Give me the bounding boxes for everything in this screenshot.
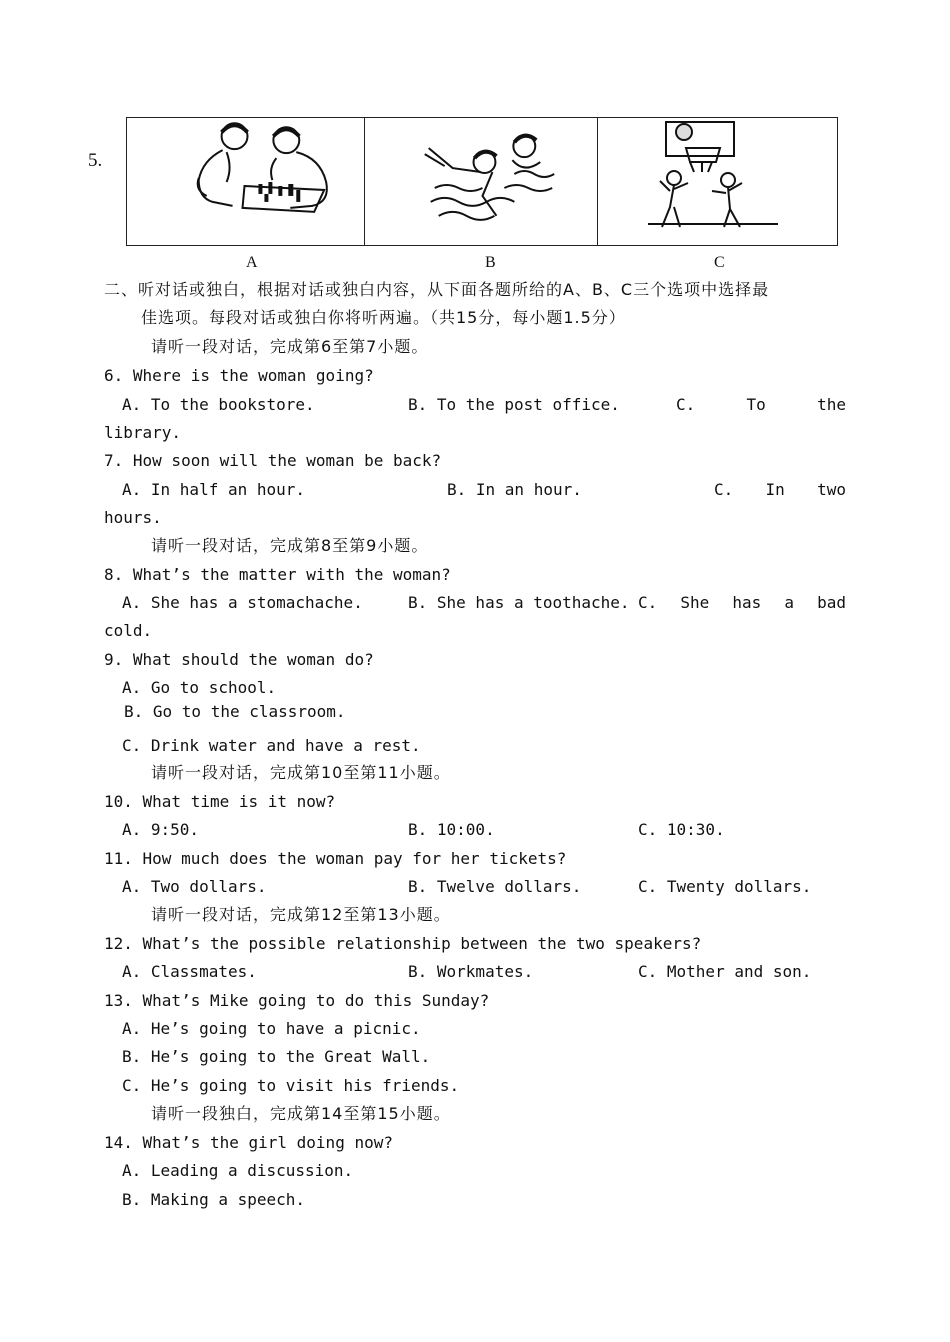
question-7-option-c-continued: hours. <box>104 508 162 527</box>
question-13-stem: 13. What’s Mike going to do this Sunday? <box>104 991 490 1010</box>
word: the <box>817 395 846 414</box>
question-10-option-b: B. 10:00. <box>408 820 495 839</box>
word: C. <box>638 593 658 612</box>
word: two <box>817 480 846 499</box>
word: C. <box>676 395 696 414</box>
question-10-option-c: C. 10:30. <box>638 820 725 839</box>
question-9-stem: 9. What should the woman do? <box>104 650 374 669</box>
question-14-option-a: A. Leading a discussion. <box>122 1161 354 1180</box>
question-12-option-c: C. Mother and son. <box>638 962 812 981</box>
swimmers-icon <box>365 118 597 245</box>
picture-a-chess <box>127 118 365 245</box>
question-12-option-a: A. Classmates. <box>122 962 257 981</box>
word: She <box>680 593 710 612</box>
question-11-option-a: A. Two dollars. <box>122 877 267 896</box>
prompt-8-9: 请听一段对话，完成第8至第9小题。 <box>151 536 429 555</box>
question-8-option-b: B. She has a toothache. <box>408 593 630 612</box>
word: a <box>784 593 794 612</box>
question-10-stem: 10. What time is it now? <box>104 792 336 811</box>
question-11-option-c: C. Twenty dollars. <box>638 877 812 896</box>
question-14-stem: 14. What’s the girl doing now? <box>104 1133 393 1152</box>
question-9-option-a: A. Go to school. <box>122 678 277 697</box>
question-11-stem: 11. How much does the woman pay for her tickets? <box>104 849 567 868</box>
word: In <box>765 480 785 499</box>
word: C. <box>714 480 734 499</box>
prompt-14-15: 请听一段独白，完成第14至第15小题。 <box>151 1104 451 1123</box>
prompt-6-7: 请听一段对话，完成第6至第7小题。 <box>151 337 429 356</box>
section-2-heading-line1: 二、听对话或独白，根据对话或独白内容，从下面各题所给的A、B、C三个选项中选择最 <box>104 280 770 299</box>
word: To <box>746 395 766 414</box>
question-12-stem: 12. What’s the possible relationship between the two speakers? <box>104 934 702 953</box>
option-label-a: A <box>246 254 258 271</box>
question-7-option-b: B. In an hour. <box>447 480 582 499</box>
prompt-10-11: 请听一段对话，完成第10至第11小题。 <box>151 763 451 782</box>
question-8-option-c-continued: cold. <box>104 621 153 640</box>
question-9-option-b: B. Go to the classroom. <box>124 702 346 721</box>
question-6-option-a: A. To the bookstore. <box>122 395 315 414</box>
question-8-option-c <box>638 593 846 613</box>
question-13-option-a: A. He’s going to have a picnic. <box>122 1019 421 1038</box>
option-label-b: B <box>485 254 496 271</box>
question-13-option-c: C. He’s going to visit his friends. <box>122 1076 460 1095</box>
question-6-option-b: B. To the post office. <box>408 395 620 414</box>
section-2-heading-line2: 佳选项。每段对话或独白你将听两遍。（共15分，每小题1.5分） <box>141 308 626 327</box>
question-7-stem: 7. How soon will the woman be back? <box>104 451 442 470</box>
question-6-option-c-continued: library. <box>104 423 182 442</box>
word: has <box>732 593 762 612</box>
question-13-option-b: B. He’s going to the Great Wall. <box>122 1047 431 1066</box>
question-9-option-c: C. Drink water and have a rest. <box>122 736 421 755</box>
question-6-stem: 6. Where is the woman going? <box>104 366 374 385</box>
question-8-stem: 8. What’s the matter with the woman? <box>104 565 451 584</box>
basketball-players-icon <box>598 118 837 245</box>
picture-b-swimming <box>365 118 598 245</box>
question-10-option-a: A. 9:50. <box>122 820 200 839</box>
picture-options-table <box>126 117 838 246</box>
question-11-option-b: B. Twelve dollars. <box>408 877 582 896</box>
chess-players-icon <box>127 118 364 245</box>
option-label-c: C <box>714 254 725 271</box>
picture-c-basketball <box>598 118 837 245</box>
question-14-option-b: B. Making a speech. <box>122 1190 306 1209</box>
question-7-option-a: A. In half an hour. <box>122 480 306 499</box>
question-6-option-c <box>676 395 846 415</box>
question-8-option-a: A. She has a stomachache. <box>122 593 363 612</box>
question-12-option-b: B. Workmates. <box>408 962 534 981</box>
question-7-option-c <box>714 480 846 500</box>
prompt-12-13: 请听一段对话，完成第12至第13小题。 <box>151 905 451 924</box>
word: bad <box>817 593 846 612</box>
question-5-number: 5. <box>88 150 103 171</box>
